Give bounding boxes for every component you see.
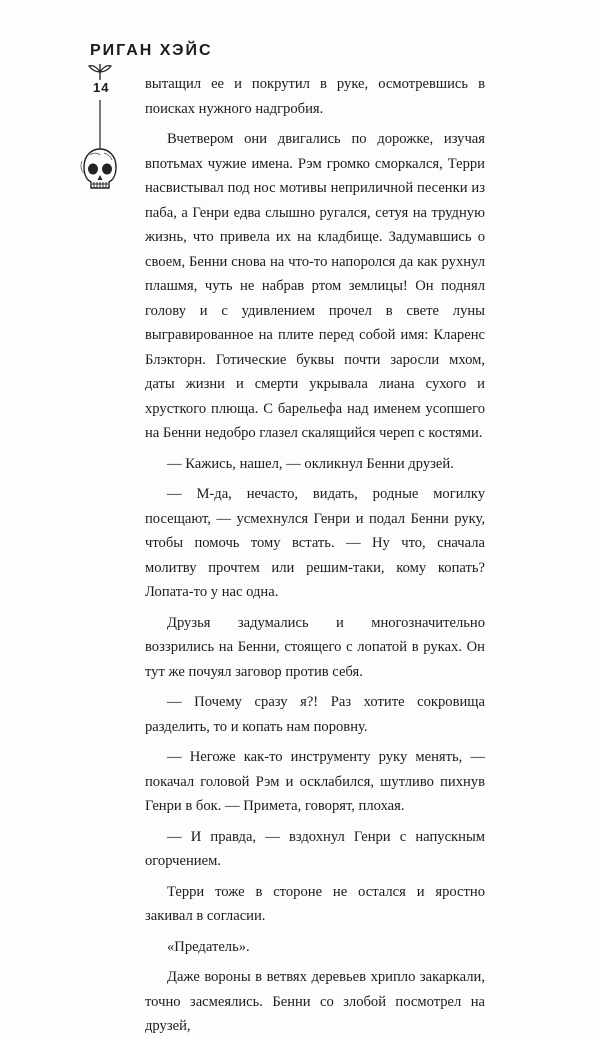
paragraph: — Кажись, нашел, — окликнул Бенни друзей. [167,455,454,472]
paragraph: — Почему сразу я?! Раз хотите сокровища разделить, то и копать нам поровну. [145,694,485,735]
body-text [145,72,485,1039]
paragraph: вытащил ее и покрутил в руке, осмотревшись в поисках нужного надгробия. [145,76,485,117]
paragraph: — Негоже как-то инструменту руку менять, — покачал головой Рэм и осклабился, шутливо пихнув Генри в бок. — Примета, говорят, плохая. [145,749,485,814]
paragraph: «Предатель». [167,938,250,955]
running-head-author: РИГАН ХЭЙС [90,42,213,59]
paragraph: Терри тоже в стороне не остался и яростно закивал в согласии. [145,883,485,924]
paragraph: Друзья задумались и многозначительно воззрились на Бенни, стоящего с лопатой в руках. Он тут же почуял заговор против себя. [145,614,485,680]
paragraph: — М-да, нечасто, видать, родные могилку посещают, — усмехнулся Генри и подал Бенни руку, чтобы помочь тому встать. — Ну что, сначала молитву прочтем или решим-таки, кому копать? Лопата-то у нас одна. [145,486,485,600]
paragraph: Даже вороны в ветвях деревьев хрипло закаркали, точно засмеялись. Бенни со злобой посмотрел на друзей, [145,969,485,1034]
paragraph: — И правда, — вздохнул Генри с напускным огорчением. [145,828,485,869]
page-number: 14 [93,80,110,95]
paragraph: Вчетвером они двигались по дорожке, изучая впотьмах чужие имена. Рэм громко сморкался, Терри насвистывал под нос мотивы неприличной песенки из паба, а Генри едва слышно ругался, сетуя на трудную жизнь, что привела их на кладбище. Задумавшись о своем, Бенни снова на что-то напоролся да как рухнул плашмя, чуть не набрав ртом землицы! Он поднял голову и с удивлением прочел в свете луны выгравированное на плите перед собой имя: Кларенс Блэкторн. Готические буквы почти заросли мхом, даты жизни и смерти укрывала лиана сухого и хрусткого плюща. С барельефа над именем усопшего на Бенни недобро глазел скалящийся череп с костями. [145,131,485,441]
